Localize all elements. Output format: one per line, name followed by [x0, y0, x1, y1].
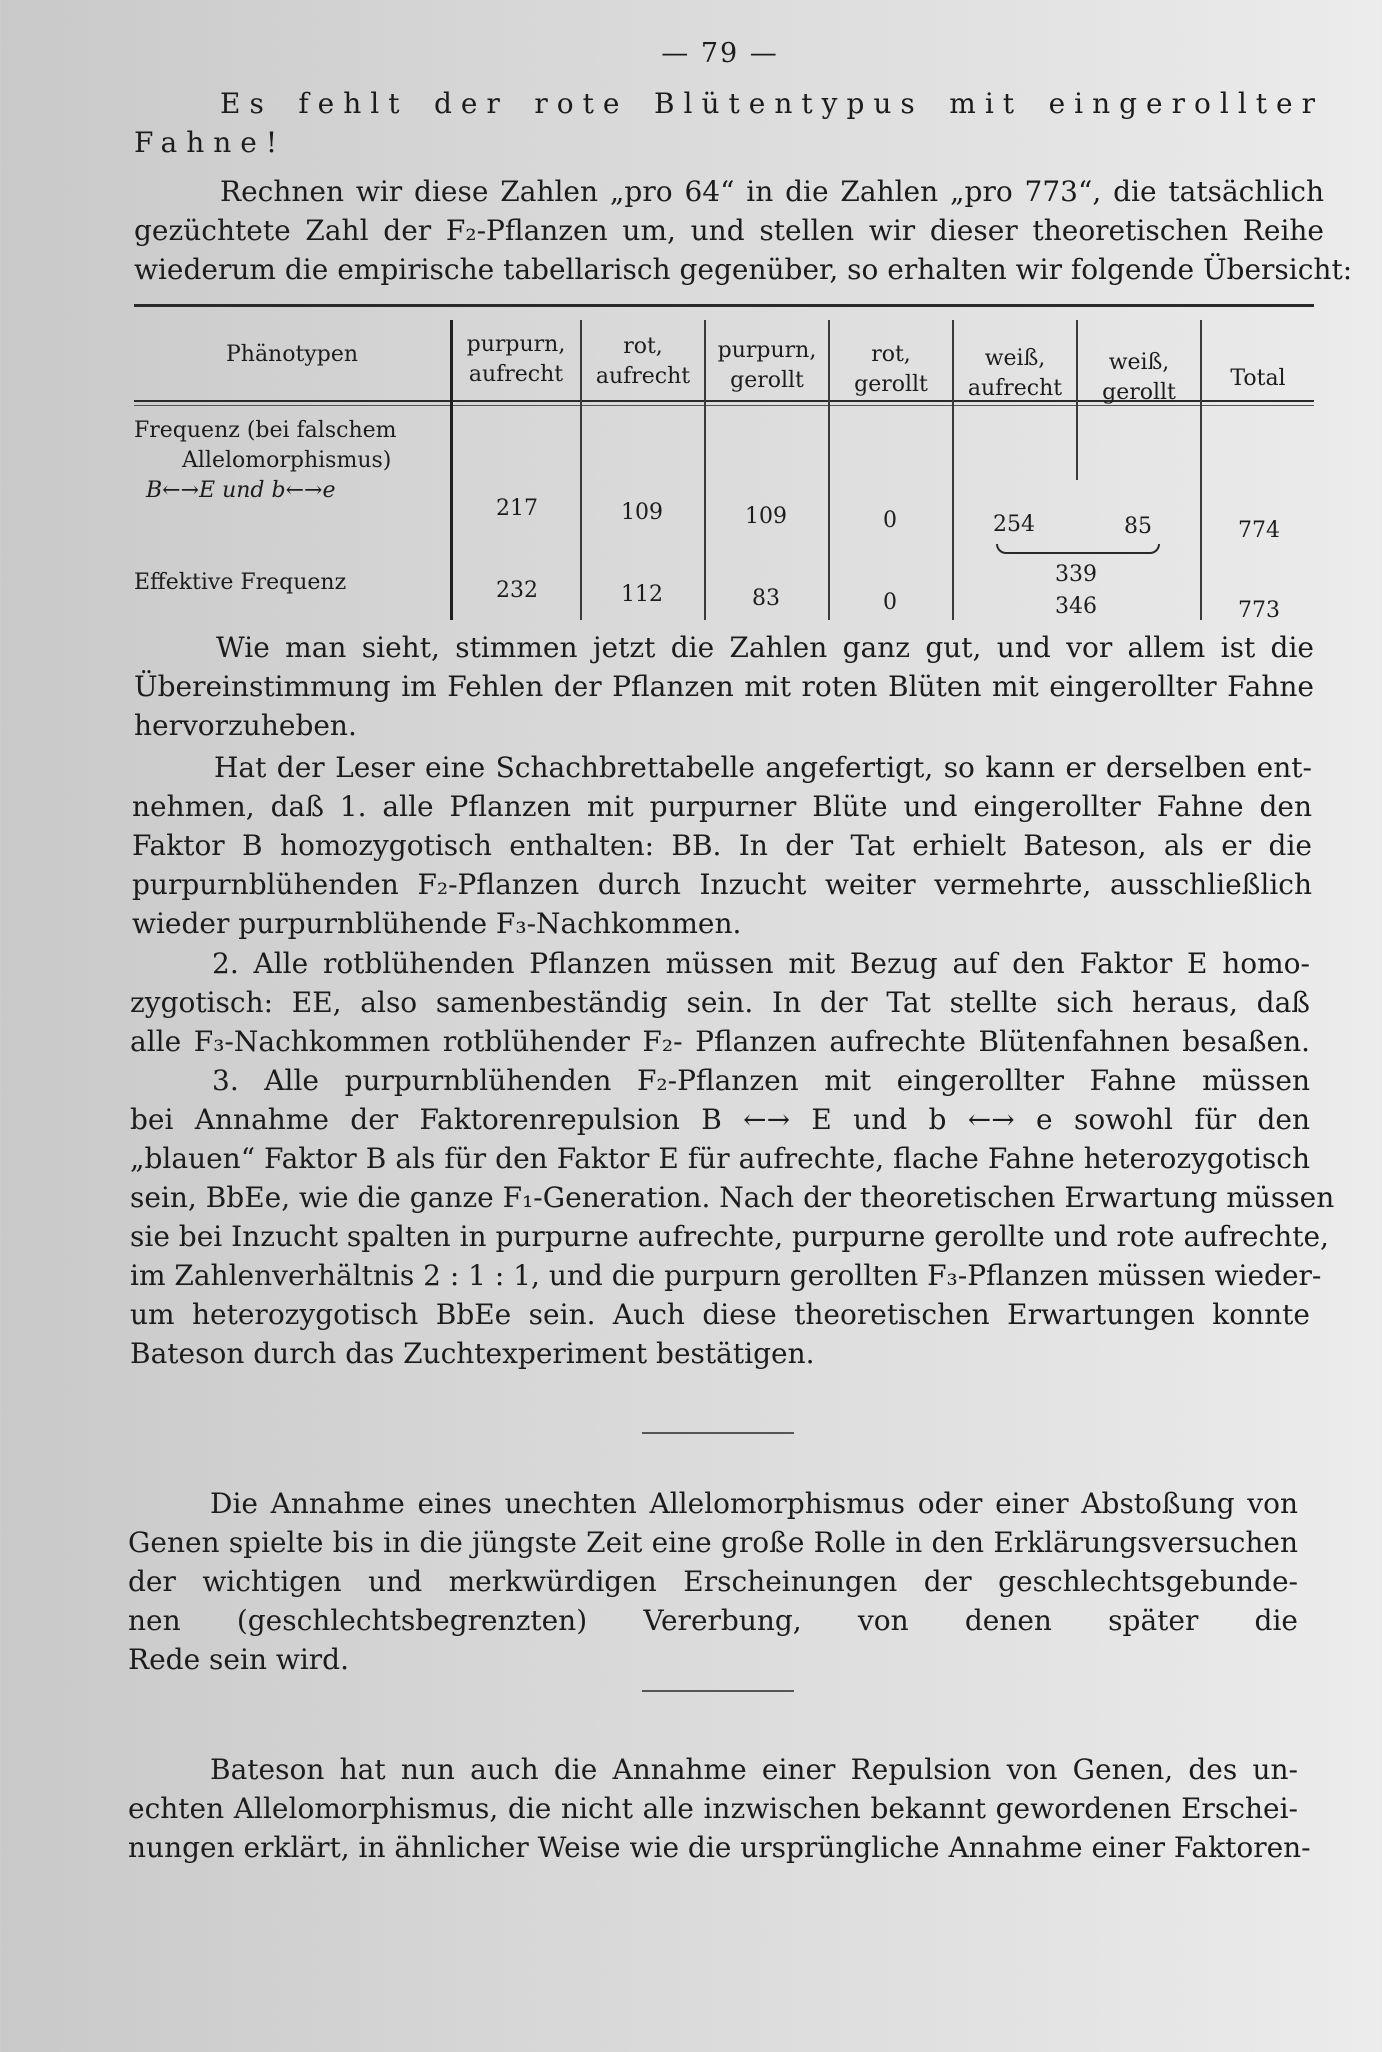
- r1-total: 774: [1238, 518, 1280, 543]
- paragraph-2: Wie man sieht, stimmen jetzt die Zahlen ganz gut, und vor allem ist die Übereinstimmung im Fehlen der Pflanzen mit roten Blüten mit eingerollter Fahne hervorzuheben.: [134, 631, 1314, 742]
- r2-rot-gerollt: 0: [883, 590, 897, 615]
- paragraph-4: 2. Alle rotblühenden Pflanzen müssen mit Bezug auf den Faktor E homo- zygotisch: EE, also samenbeständig sein. In der Tat stellte sich heraus, daß alle F₃-Nachkommen rotblühender F₂- Pflanzen aufrechte Blütenfahnen besaßen.: [130, 947, 1310, 1058]
- paragraph-5: 3. Alle purpurnblühenden F₂-Pflanzen mit eingerollter Fahne müssen bei Annahme der Faktorenrepulsion B ←→ E und b ←→ e sowohl für den „blauen“ Faktor B als für den Faktor E für aufrechte, flache Fahne heterozygotisch sein, BbEe, wie die ganze F₁-Generation. Nach der theoretischen Erwartung müssen sie bei Inzucht spalten in purpurne aufrechte, purpurne gerollte und rote aufrechte, im Zahlenverhältnis 2 : 1 : 1, und die purpurn gerollten F₃-Pflanzen müssen wieder- um heterozygotisch BbEe sein. Auch diese theoretischen Erwartungen konnte Bateson durch das Zuchtexperiment bestätigen.: [130, 1064, 1335, 1370]
- r2-total: 773: [1238, 598, 1280, 623]
- r2-rot-aufrecht: 112: [621, 582, 663, 607]
- header-purpurn-aufrecht: purpurn, aufrecht: [466, 332, 566, 387]
- r1-rot-gerollt: 0: [883, 508, 897, 533]
- paragraph-3: Hat der Leser eine Schachbrettabelle angefertigt, so kann er derselben ent- nehmen, daß 1. alle Pflanzen mit purpurner Blüte und eingerollter Fahne den Faktor B homozygotisch enthalten: BB. In der Tat erhielt Bateson, als er die purpurnblühenden F₂-Pflanzen durch Inzucht weiter vermehrte, ausschließlich wieder purpurnblühende F₃-Nachkommen.: [132, 751, 1312, 940]
- r2-purpurn-gerollt: 83: [752, 586, 780, 611]
- row2-label: Effektive Frequenz: [134, 570, 347, 595]
- r1-weiss-aufrecht: 254: [993, 512, 1035, 537]
- r1-purpurn-gerollt: 109: [745, 504, 787, 529]
- header-weiss-aufrecht: weiß, aufrecht: [967, 346, 1063, 401]
- header-rot-aufrecht: rot, aufrecht: [595, 334, 691, 389]
- table-top-rule: [134, 304, 1314, 307]
- r2-purpurn-aufrecht: 232: [496, 578, 538, 603]
- table-label-divider: [450, 320, 453, 620]
- header-purpurn-gerollt: purpurn, gerollt: [717, 338, 817, 393]
- p1-line-1: Rechnen wir diese Zahlen „pro 64“ in die Zahlen „pro 773“, die tatsächlich: [220, 175, 1324, 208]
- intro-line-1: Es fehlt der rote Blütentypus mit eingerollter: [220, 87, 1324, 120]
- paragraph-1: [134, 172, 1353, 289]
- row1-label: Frequenz (bei falschem Allelomorphismus) B←→E und b←→e: [134, 418, 397, 503]
- r1-purpurn-aufrecht: 217: [496, 496, 538, 521]
- p1-line-2: gezüchtete Zahl der F₂-Pflanzen um, und stellen wir dieser theoretischen Reihe: [134, 214, 1324, 247]
- r1-rot-aufrecht: 109: [621, 500, 663, 525]
- intro-line-2: Fahne!: [134, 126, 287, 159]
- paragraph-6: Die Annahme eines unechten Allelomorphismus oder einer Abstoßung von Genen spielte bis in die jüngste Zeit eine große Rolle in den Erklärungsversuchen der wichtigen und merkwürdigen Erscheinungen der geschlechtsgebunde- nen (geschlechtsbegrenzten) Vererbung, von denen später die Rede sein wird.: [128, 1487, 1298, 1676]
- intro-paragraph: [134, 84, 1324, 162]
- r2-weiss-combined: 346: [1055, 594, 1097, 619]
- r1-weiss-combined: 339: [1055, 562, 1097, 587]
- section-separator: [642, 1690, 794, 1692]
- header-weiss-gerollt: weiß, gerollt: [1102, 350, 1176, 405]
- header-total: Total: [1230, 366, 1286, 391]
- p1-line-3: wiederum die empirische tabellarisch gegenüber, so erhalten wir folgende Übersicht:: [134, 253, 1353, 286]
- paragraph-7: Bateson hat nun auch die Annahme einer Repulsion von Genen, des un- echten Allelomorphismus, die nicht alle inzwischen bekannt gewordenen Erschei- nungen erklärt, in ähnlicher Weise wie die ursprüngliche Annahme einer Faktoren-: [128, 1753, 1311, 1864]
- weiss-sum-brace: [996, 544, 1160, 554]
- r1-weiss-gerollt: 85: [1124, 514, 1152, 539]
- header-phaenotypen: Phänotypen: [225, 342, 359, 367]
- section-separator: [642, 1432, 794, 1434]
- page-number: — 79 —: [661, 38, 779, 69]
- header-rot-gerollt: rot, gerollt: [854, 342, 928, 397]
- frequency-table: [134, 300, 1314, 640]
